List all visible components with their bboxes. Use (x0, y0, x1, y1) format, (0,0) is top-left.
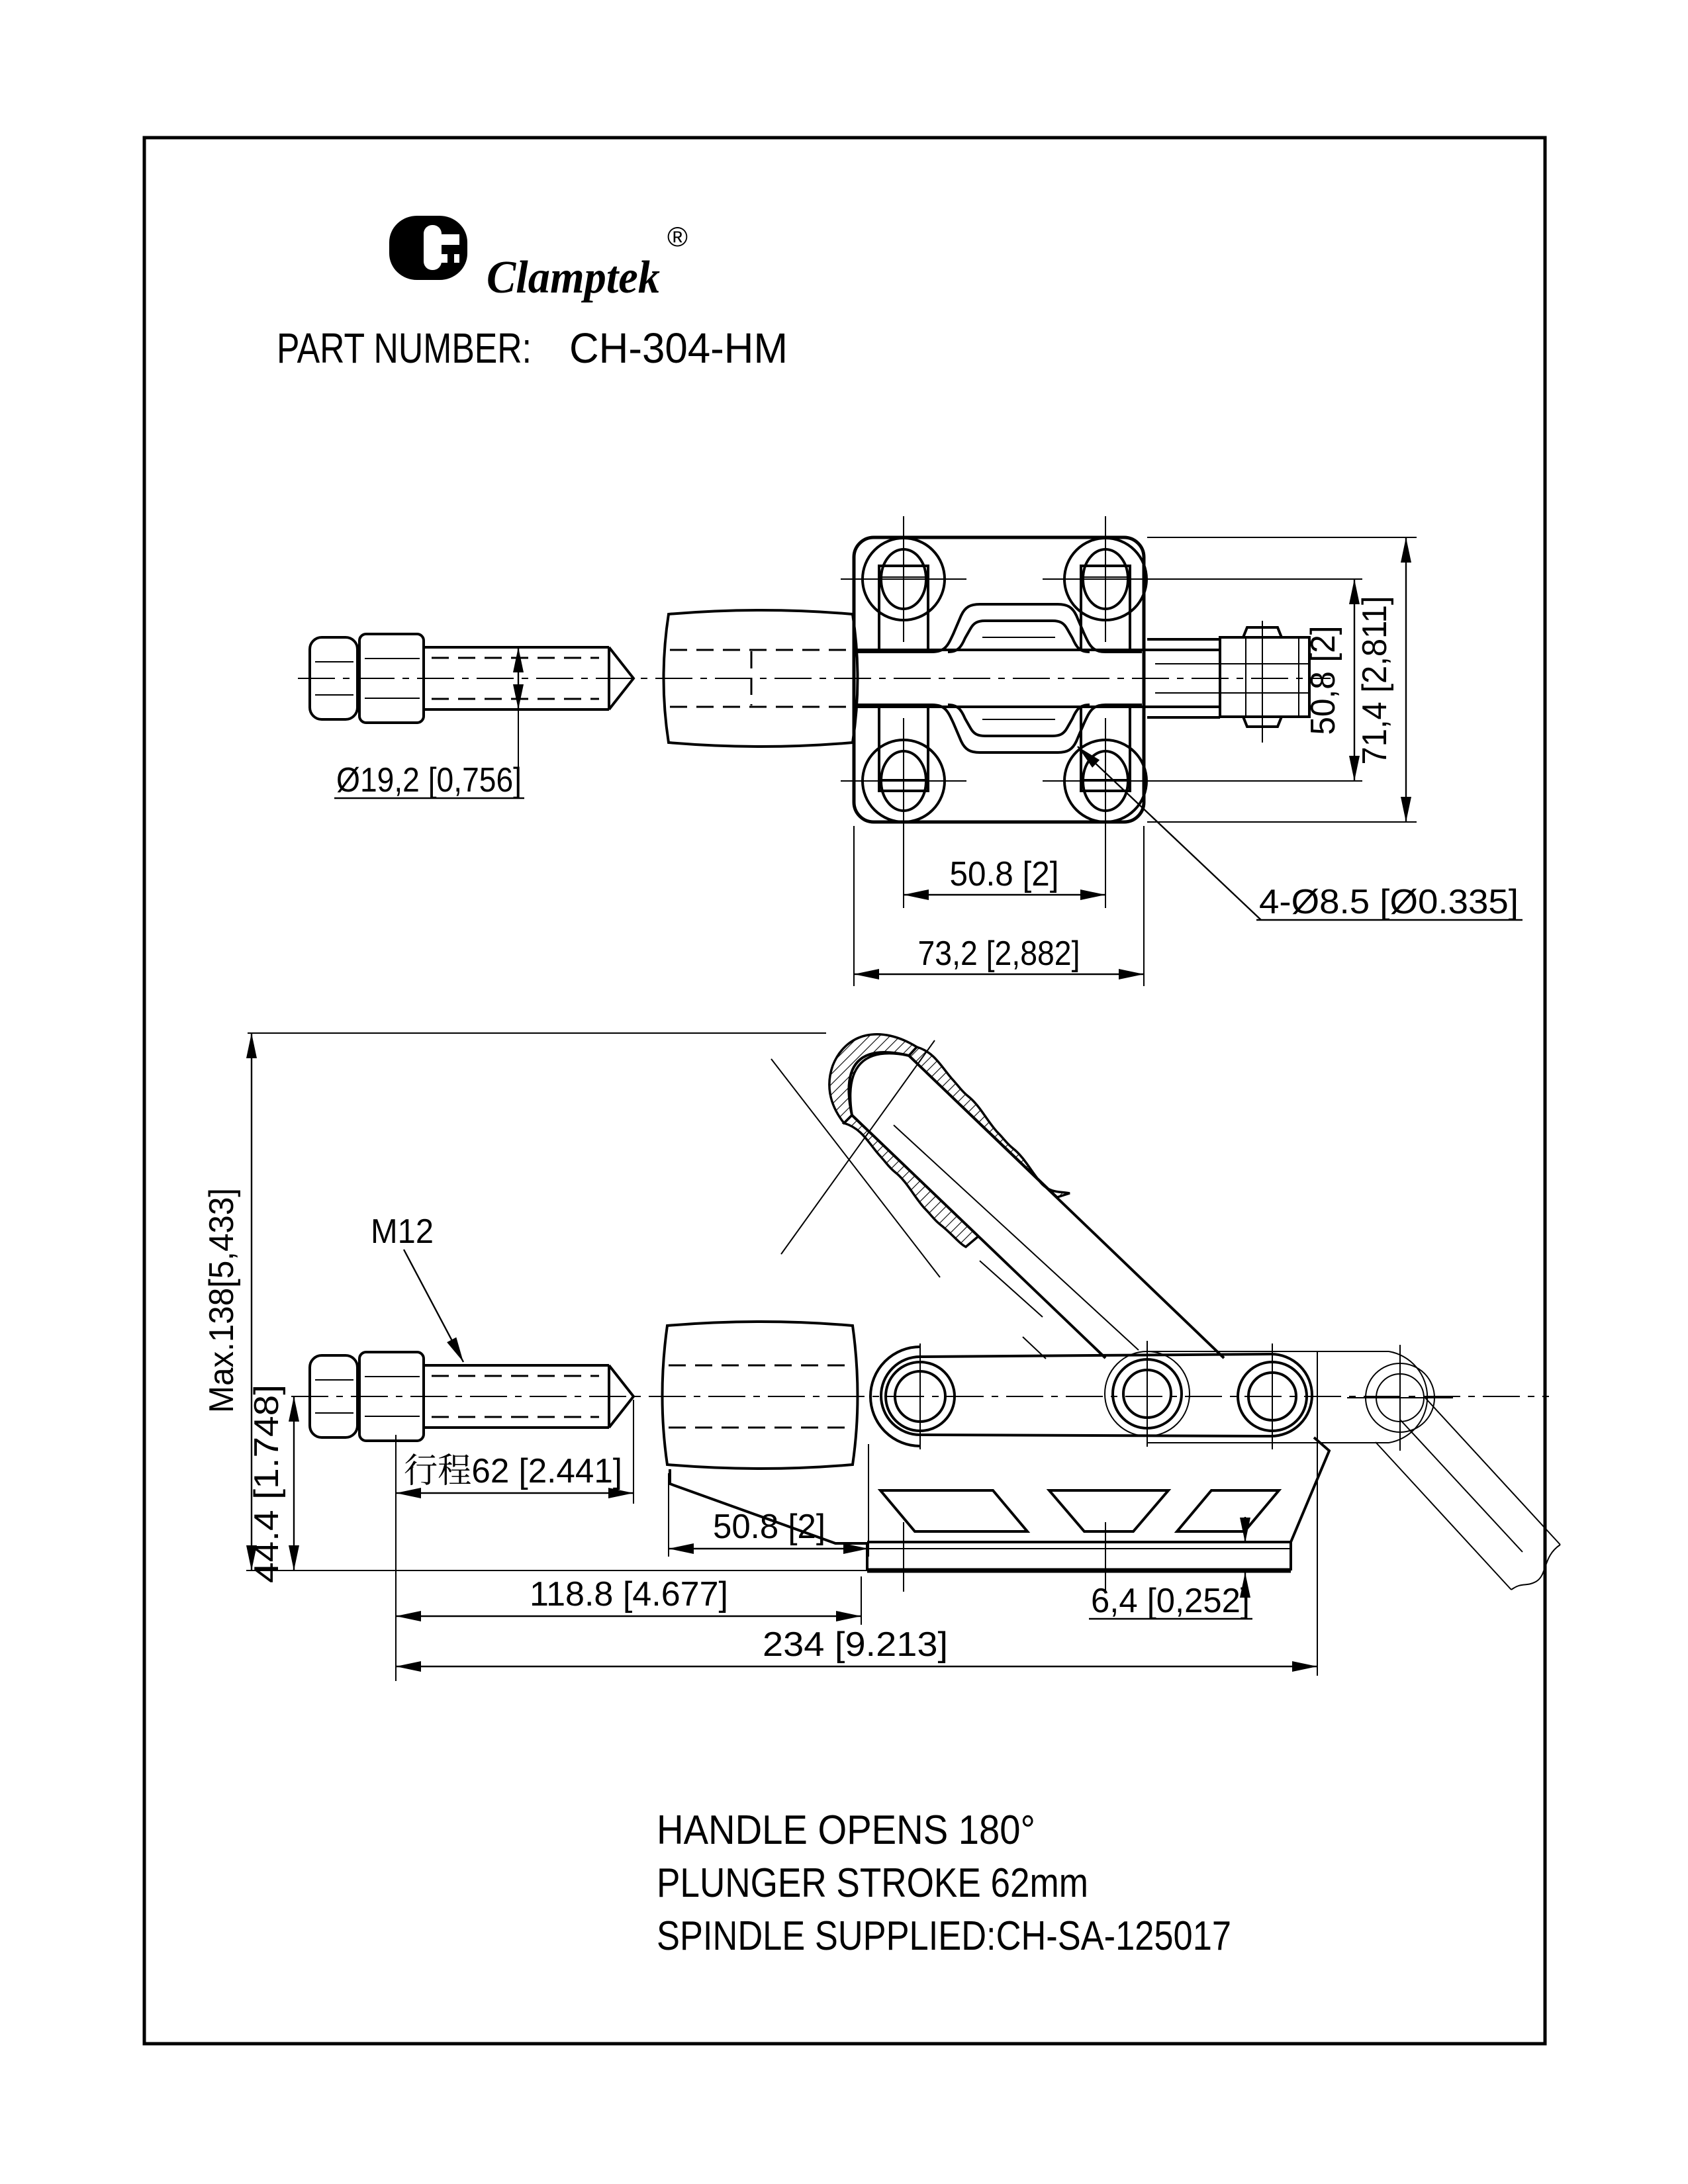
top-view-dims-right (1147, 537, 1417, 822)
dim-plunger-stroke: 行程62 [2.441] (404, 1452, 622, 1490)
base-window (880, 1490, 1027, 1531)
note-plunger-stroke: PLUNGER STROKE 62mm (657, 1860, 1088, 1906)
hole (1043, 718, 1168, 908)
registered-mark-icon: ® (667, 221, 688, 252)
base-window (1177, 1490, 1279, 1531)
dim-base-offset: 50.8 [2] (713, 1508, 825, 1546)
dim-mount-holes: 4-Ø8.5 [Ø0.335] (1259, 883, 1519, 921)
dim-plate-height: 71,4 [2,811] (1356, 585, 1394, 765)
dim-base-height: 44.4 [1.748] (248, 1401, 286, 1583)
specification-notes (657, 1807, 1231, 1959)
dim-max-height: Max.138[5,433] (203, 1175, 241, 1413)
dim-plate-width: 73,2 [2,882] (917, 934, 1080, 973)
part-number-label: PART NUMBER: (277, 324, 532, 372)
logo (389, 216, 688, 303)
dim-thread: M12 (371, 1212, 434, 1251)
mounting-holes (841, 516, 1168, 908)
base-window (1049, 1490, 1168, 1531)
handle (771, 1034, 1224, 1359)
dim-overall-length: 234 [9.213] (763, 1625, 948, 1664)
side-view (203, 1033, 1560, 1681)
grip-left-hatch (844, 1115, 978, 1247)
thread-callout (371, 1212, 463, 1362)
top-view-dims-bottom (854, 747, 1523, 986)
side-view-dims-left (203, 1033, 826, 1583)
title-block (277, 324, 788, 372)
dim-body-length: 118.8 [4.677] (530, 1575, 728, 1614)
top-view (298, 516, 1523, 986)
dim-hole-pitch-h: 50.8 [2] (949, 855, 1059, 893)
receiver-barrel-side (663, 1322, 858, 1469)
phantom-open-position (1147, 1345, 1560, 1590)
hole (841, 718, 966, 908)
hole (841, 516, 966, 642)
dim-hole-pitch-v: 50,8 [2] (1304, 620, 1342, 735)
grip-tip-hatch (829, 1034, 917, 1123)
end-clevis (1220, 621, 1309, 743)
part-number-value: CH-304-HM (569, 324, 788, 372)
dim-spindle-dia: Ø19,2 [0,756] (336, 761, 522, 799)
note-handle-opens: HANDLE OPENS 180° (657, 1807, 1035, 1853)
grip-right-hatch (909, 1047, 1070, 1197)
body-bridge-lower (856, 705, 1142, 752)
brand-name: Clamptek (487, 252, 660, 303)
dim-base-thickness: 6,4 [0,252] (1091, 1582, 1250, 1620)
dim-spindle-dia-group (334, 647, 524, 799)
note-spindle-supplied: SPINDLE SUPPLIED:CH-SA-125017 (657, 1913, 1231, 1959)
body-bridge-upper (856, 604, 1142, 652)
